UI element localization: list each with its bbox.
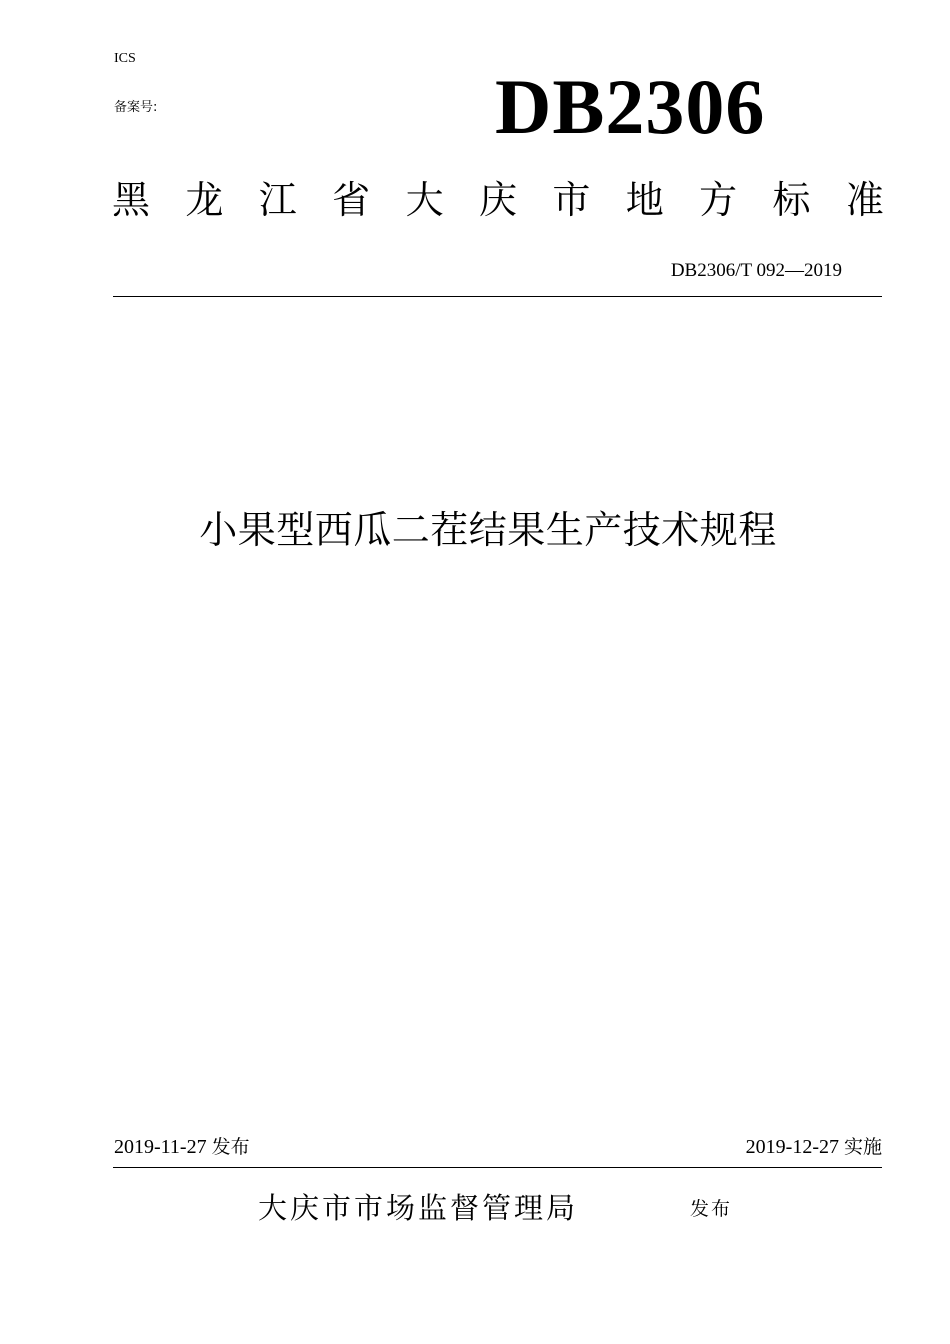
standard-code: DB2306: [495, 63, 766, 150]
publish-label: 发布: [211, 1136, 250, 1158]
implement-label: 实施: [843, 1136, 882, 1158]
issuer-name: 大庆市市场监督管理局: [258, 1191, 579, 1225]
top-divider: [113, 296, 882, 297]
standard-type-char: 大: [405, 178, 444, 222]
standard-number: DB2306/T 092—2019: [670, 260, 842, 281]
standard-type-char: 标: [772, 178, 811, 222]
ics-label: ICS: [114, 51, 136, 66]
standard-type-char: 省: [332, 178, 371, 222]
standard-type-heading: [112, 176, 884, 224]
filing-number-label: 备案号:: [114, 100, 158, 115]
issuer-suffix: 发布: [690, 1198, 733, 1220]
implement-date: [746, 1134, 882, 1160]
publish-date: [114, 1134, 250, 1160]
implement-date-value: 2019-12-27: [745, 1136, 839, 1158]
standard-type-char: 方: [699, 178, 738, 222]
standard-type-char: 市: [552, 178, 591, 222]
bottom-divider: [113, 1167, 882, 1168]
standard-type-char: 龙: [185, 178, 224, 222]
standard-type-char: 庆: [478, 178, 517, 222]
standard-type-char: 江: [258, 178, 297, 222]
document-title: 小果型西瓜二茬结果生产技术规程: [199, 508, 777, 552]
publish-date-value: 2019-11-27: [114, 1136, 207, 1158]
standard-type-char: 黑: [112, 178, 151, 222]
standard-type-char: 准: [845, 178, 884, 222]
standard-type-char: 地: [625, 178, 664, 222]
